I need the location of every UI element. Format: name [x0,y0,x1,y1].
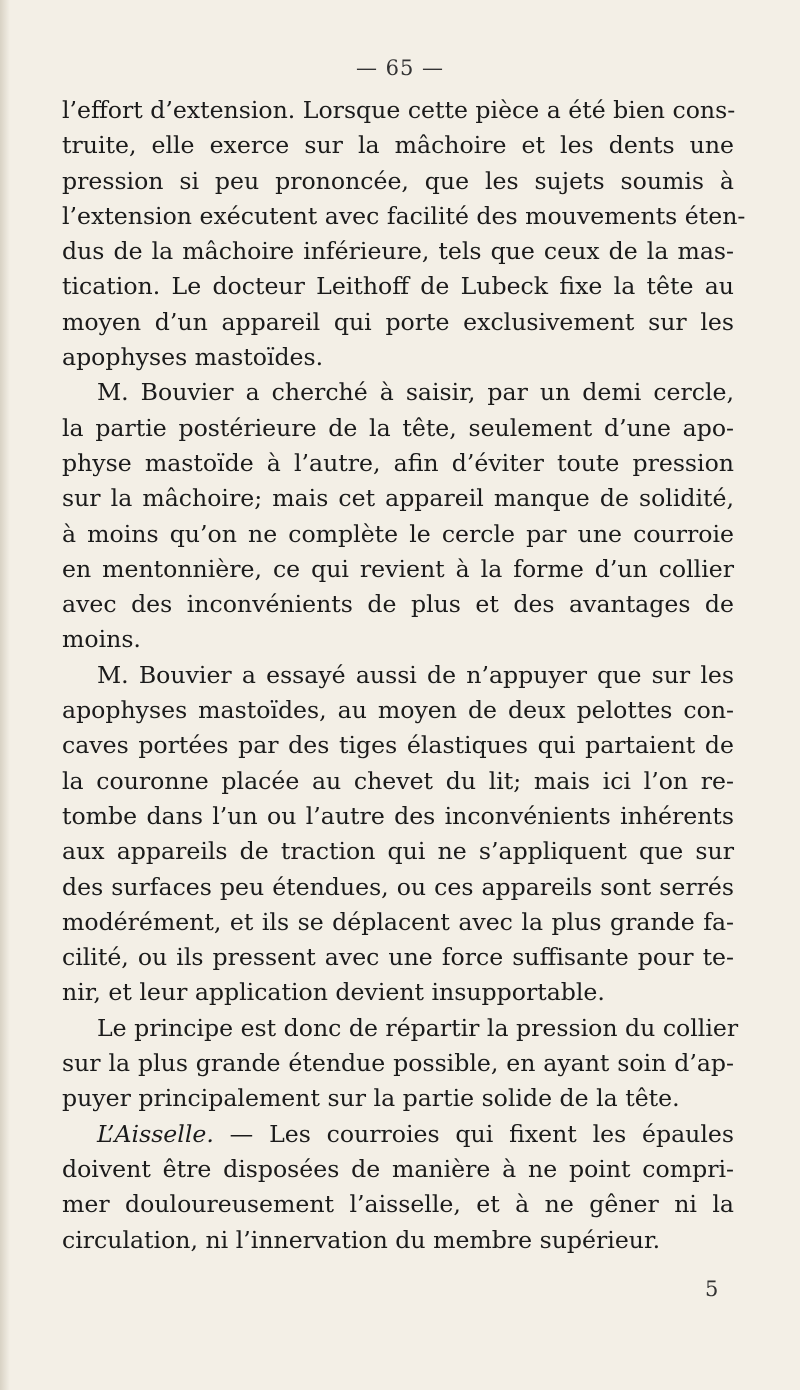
text-line: mer douloureusement l’aisselle, et à ne gêner ni la [62,1190,734,1219]
text-line: en mentonnière, ce qui revient à la forme d’un collier [62,554,734,583]
page-number: — 65 — [355,56,445,80]
text-line: des surfaces peu étendues, ou ces appareils sont serrés [62,872,734,901]
body-text [62,93,746,1258]
text-line: la partie postérieure de la tête, seulement d’une apo- [62,413,734,442]
text-line: nir, et leur application devient insupportable. [62,978,605,1007]
text-line: sur la plus grande étendue possible, en ayant soin d’ap- [62,1049,734,1078]
text-line: moyen d’un appareil qui porte exclusivement sur les [62,307,734,336]
text-line: apophyses mastoïdes, au moyen de deux pelottes con- [62,696,734,725]
text-line: M. Bouvier a essayé aussi de n’appuyer que sur les [97,660,734,689]
text-line: tication. Le docteur Leithoff de Lubeck fixe la tête au [62,272,734,301]
text-line: cilité, ou ils pressent avec une force suffisante pour te- [62,943,734,972]
text-line: dus de la mâchoire inférieure, tels que ceux de la mas- [62,237,734,266]
text-line: tombe dans l’un ou l’autre des inconvénients inhérents [62,801,734,830]
text-line: circulation, ni l’innervation du membre supérieur. [62,1225,661,1254]
text-line: l’extension exécutent avec facilité des mouvements éten- [62,201,746,230]
text-line: sur la mâchoire; mais cet appareil manque de solidité, [62,484,734,513]
text-line [62,1117,734,1152]
signature-mark: 5 [705,1277,719,1301]
text-line: avec des inconvénients de plus et des avantages de [62,590,734,619]
text-line: M. Bouvier a cherché à saisir, par un demi cercle, [97,378,734,407]
page-edge-shadow [0,0,10,1390]
paragraph-1 [62,93,746,375]
text-line: physe mastoïde à l’autre, afin d’éviter toute pression [62,448,734,477]
text-line: aux appareils de traction qui ne s’appliquent que sur [62,837,734,866]
text-run: — Les courroies qui fixent les épaules [213,1119,734,1148]
section-heading: L’Aisselle. [97,1119,214,1148]
text-line: caves portées par des tiges élastiques qui partaient de [62,731,734,760]
paragraph-5 [62,1117,734,1258]
text-line: la couronne placée au chevet du lit; mais ici l’on re- [62,766,734,795]
text-line: pression si peu prononcée, que les sujets soumis à [62,166,734,195]
text-line: à moins qu’on ne complète le cercle par une courroie [62,519,734,548]
text-line: puyer principalement sur la partie solide de la tête. [62,1084,680,1113]
text-line: moins. [62,625,141,654]
text-line: apophyses mastoïdes. [62,343,324,372]
paragraph-2 [62,375,734,657]
text-line: Le principe est donc de répartir la pression du collier [97,1013,739,1042]
text-line: modérément, et ils se déplacent avec la plus grande fa- [62,907,734,936]
text-line: truite, elle exerce sur la mâchoire et les dents une [62,131,734,160]
paragraph-3 [62,658,734,1011]
paragraph-4 [62,1011,739,1117]
text-line: doivent être disposées de manière à ne point compri- [62,1154,734,1183]
text-line: l’effort d’extension. Lorsque cette pièce a été bien cons- [62,96,736,124]
